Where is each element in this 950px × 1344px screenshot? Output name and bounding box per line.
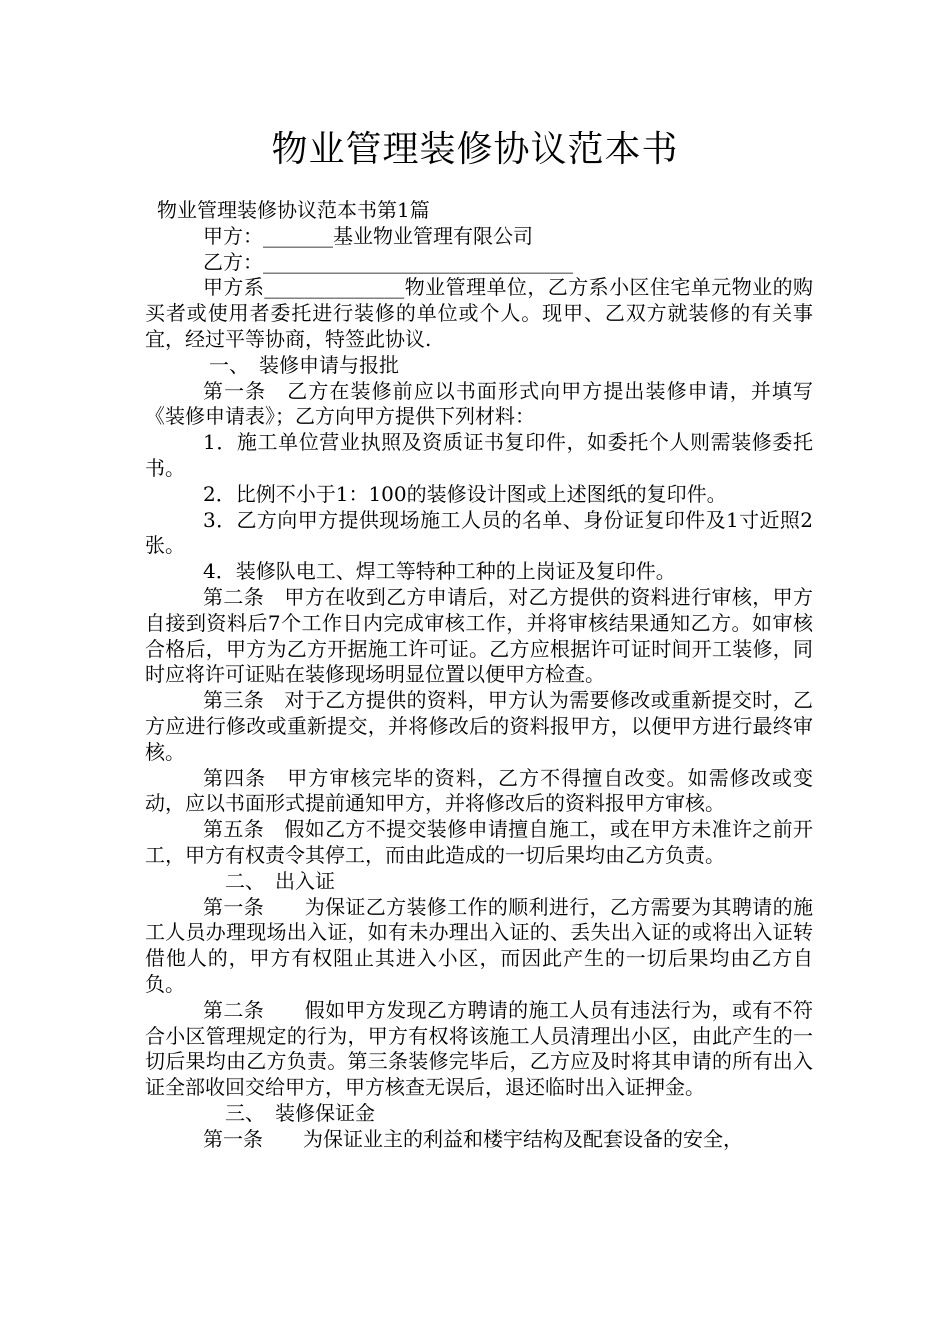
section-3-article-1: 第一条 为保证业主的利益和楼宇结构及配套设备的安全， (203, 1126, 743, 1151)
section-1-article-4: 第四条 甲方审核完毕的资料，乙方不得擅自改变。如需修改或变动，应以书面形式提前通知甲方，并将修改后的资料报甲方审核。 (145, 765, 813, 816)
section-1-article-1: 第一条 乙方在装修前应以书面形式向甲方提出装修申请，并填写《装修申请表》；乙方向甲方提供下列材料： (145, 378, 813, 429)
party-b-label: 乙方： (203, 249, 263, 274)
section-1-article-3: 第三条 对于乙方提供的资料，甲方认为需要修改或重新提交时，乙方应进行修改或重新提交，并将修改后的资料报甲方，以便甲方进行最终审核。 (145, 688, 813, 764)
party-a-name: 基业物业管理有限公司 (333, 223, 533, 248)
section-1-heading: 一、 装修申请与报批 (209, 352, 399, 377)
document-subtitle: 物业管理装修协议范本书第1篇 (157, 198, 430, 222)
party-a-blank: _______ (263, 223, 333, 248)
section-1-item-1: 1．施工单位营业执照及资质证书复印件，如委托个人则需装修委托书。 (145, 430, 813, 480)
party-b-line (145, 250, 813, 276)
section-1-article-2: 第二条 甲方在收到乙方申请后，对乙方提供的资料进行审核，甲方自接到资料后7个工作日内完成审核工作，并将审核结果通知乙方。如审核合格后，甲方为乙方开据施工许可证。乙方应根据许可证时间开工装修，同时应将许可证贴在装修现场明显位置以便甲方检查。 (145, 584, 813, 687)
section-1-item-2: 2．比例不小于1：100的装修设计图或上述图纸的复印件。 (203, 481, 727, 506)
party-a-label: 甲方： (203, 223, 263, 248)
section-2-article-2: 第二条 假如甲方发现乙方聘请的施工人员有违法行为，或有不符合小区管理规定的行为，甲方有权将该施工人员清理出小区，由此产生的一切后果均由乙方负责。第三条装修完毕后，乙方应及时将其申请的所有出入证全部收回交给甲方，甲方核查无误后，退还临时出入证押金。 (145, 997, 813, 1100)
document-title: 物业管理装修协议范本书 (271, 129, 679, 170)
party-a-line (145, 224, 813, 250)
intro-paragraph: 甲方系______________物业管理单位，乙方系小区住宅单元物业的购买者或使用者委托进行装修的单位或个人。现甲、乙双方就装修的有关事宜，经过平等协商，特签此协议. (145, 275, 813, 351)
section-1-article-5: 第五条 假如乙方不提交装修申请擅自施工，或在甲方未准许之前开工，甲方有权责令其停工，而由此造成的一切后果均由乙方负责。 (145, 817, 813, 867)
party-b-blank: _______________________________ (263, 249, 573, 274)
section-3-heading: 三、 装修保证金 (225, 1100, 375, 1125)
section-1-item-3: 3．乙方向甲方提供现场施工人员的名单、身份证复印件及1寸近照2张。 (145, 507, 813, 558)
document-body (145, 198, 813, 1152)
section-2-heading: 二、 出入证 (225, 868, 335, 893)
section-2-article-1: 第一条 为保证乙方装修工作的顺利进行，乙方需要为其聘请的施工人员办理现场出入证，如有未办理出入证的、丢失出入证的或将出入证转借他人的，甲方有权阻止其进入小区，而因此产生的一切后果均由乙方自负。 (145, 894, 813, 996)
section-1-item-4: 4．装修队电工、焊工等特种工种的上岗证及复印件。 (203, 559, 676, 584)
